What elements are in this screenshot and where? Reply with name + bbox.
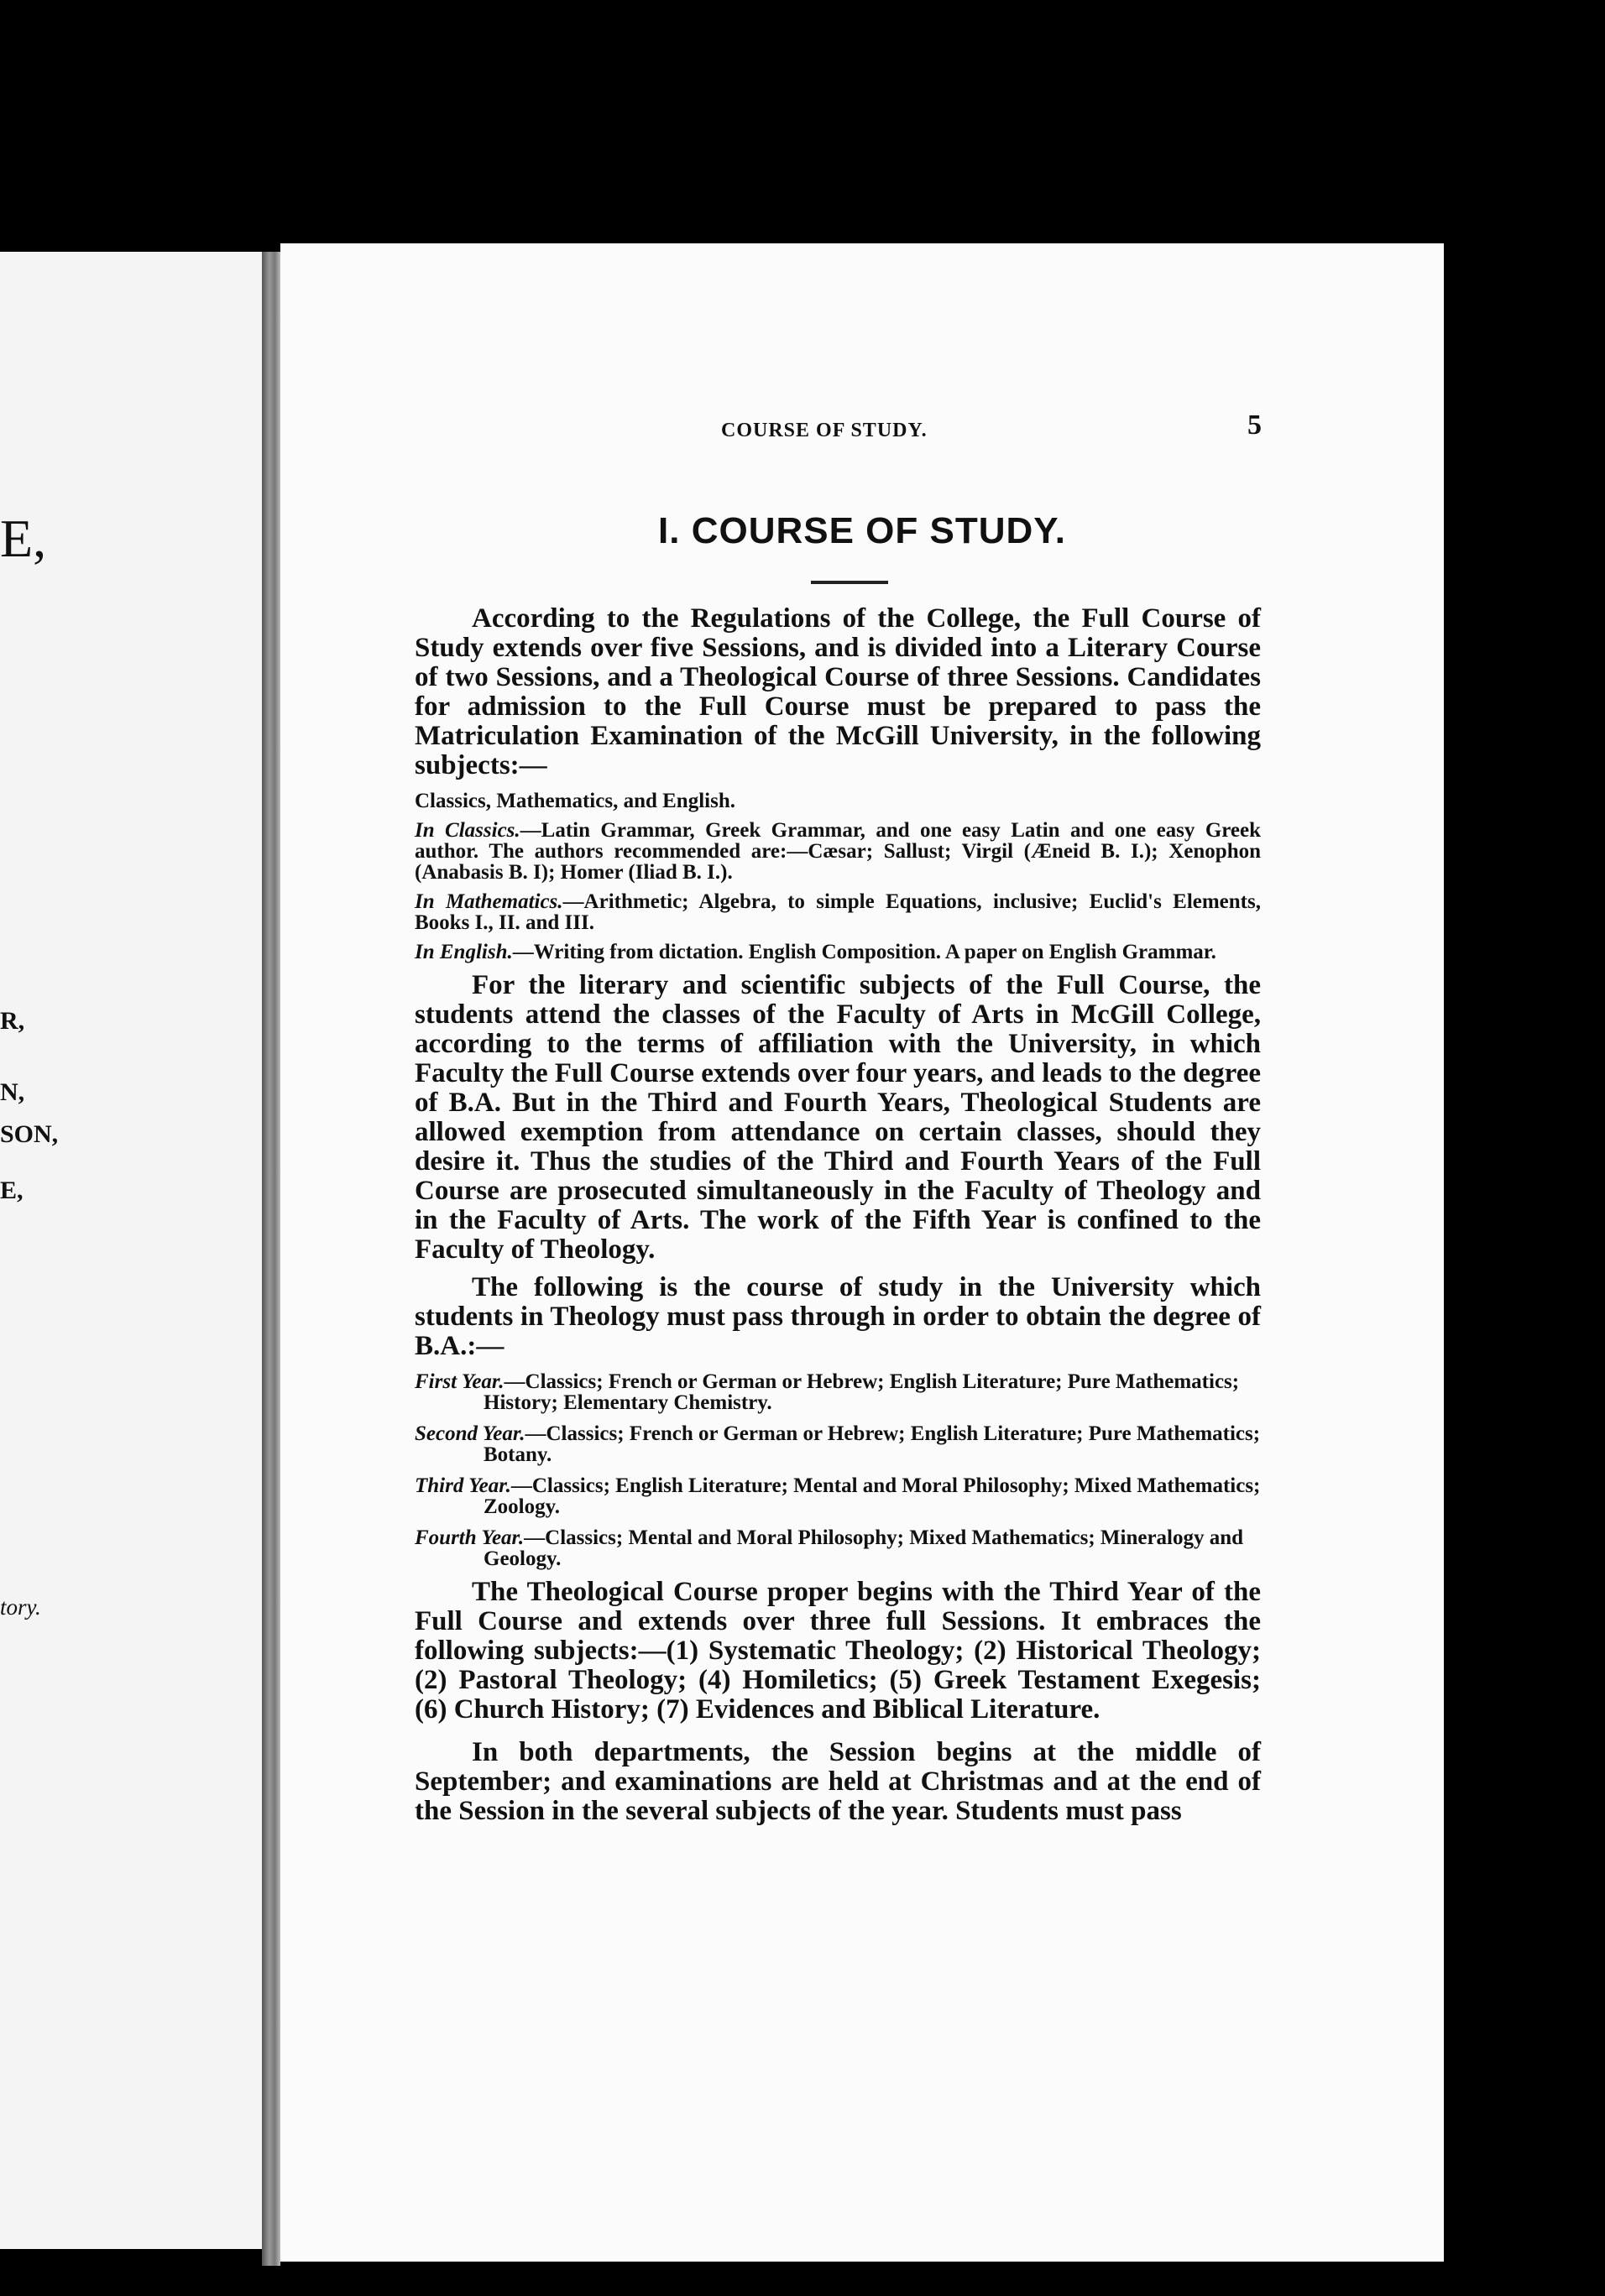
page-body [415, 604, 1261, 1826]
paragraph: According to the Regulations of the College, the Full Course of Study extends over five Sessions, and is divided into a Literary Course of two Sessions, and a Theological Course of three Sessions. Candidates for admission to the Full Course must be prepared to pass the Matriculation Examination of the McGill University, in the following subjects:— [415, 603, 1261, 780]
year-heading: Third Year. [415, 1474, 511, 1497]
subject-text: —Latin Grammar, Greek Grammar, and one easy Latin and one easy Greek author. The authors recommended are:—Cæsar; Sallust; Virgil (Æneid B. I.); Xenophon (Anabasis B. I); Homer (Iliad B. I.). [415, 819, 1262, 884]
year-text: —Classics; French or German or Hebrew; English Literature; Pure Mathematics; Botany. [484, 1422, 1261, 1466]
year-entry-fourth [415, 1527, 1261, 1569]
subject-list: Classics, Mathematics, and English. [415, 790, 735, 812]
year-text: —Classics; English Literature; Mental and Moral Philosophy; Mixed Mathematics; Zoology. [484, 1474, 1261, 1518]
subject-heading: In Classics. [415, 819, 520, 842]
previous-page-text: R, [0, 1007, 25, 1035]
paragraph: In both departments, the Session begins at the middle of September; and examinations are held at Christmas and at the end of the Session in the several subjects of the year. Students must pass [415, 1737, 1261, 1826]
subject-entry-classics [415, 820, 1261, 883]
title-rule [811, 581, 888, 584]
subject-text: —Writing from dictation. English Composition. A paper on English Grammar. [512, 941, 1216, 963]
book-spine [262, 252, 280, 2266]
year-heading: First Year. [415, 1370, 505, 1393]
year-heading: Second Year. [415, 1422, 525, 1445]
subject-text: —Arithmetic; Algebra, to simple Equations, inclusive; Euclid's Elements, Books I., II. and III. [415, 890, 1261, 934]
year-heading: Fourth Year. [415, 1526, 525, 1549]
paragraph: For the literary and scientific subjects of the Full Course, the students attend the classes of the Faculty of Arts in McGill College, according to the terms of affiliation with the University, in which Faculty the Full Course extends over four years, and leads to the degree of B.A. But in the Third and Fourth Years, Theological Students are allowed exemption from attendance on certain classes, should they desire it. Thus the studies of the Third and Fourth Years of the Full Course are prosecuted simultaneously in the Faculty of Theology and in the Faculty of Arts. The work of the Fifth Year is confined to the Faculty of Theology. [415, 970, 1261, 1265]
previous-page-text: E, [0, 1177, 24, 1204]
previous-page-text: tory. [0, 1594, 41, 1620]
year-entry-second [415, 1423, 1261, 1465]
document-page [280, 243, 1444, 2262]
running-head: COURSE OF STUDY. [721, 420, 928, 441]
previous-page-fragment [0, 252, 262, 2249]
previous-page-text: SON, [0, 1120, 59, 1148]
year-entry-third [415, 1475, 1261, 1517]
paragraph: The Theological Course proper begins with the Third Year of the Full Course and extends over three full Sessions. It embraces the following subjects:—(1) Systematic Theology; (2) Historical Theology; (2) Pastoral Theology; (4) Homiletics; (5) Greek Testament Exegesis; (6) Church History; (7) Evidences and Biblical Literature. [415, 1577, 1261, 1725]
year-text: —Classics; French or German or Hebrew; English Literature; Pure Mathematics; History; Elementary Chemistry. [484, 1370, 1240, 1414]
subject-heading: In Mathematics. [415, 890, 563, 913]
year-entry-first [415, 1371, 1261, 1413]
subject-entry-english [415, 942, 1261, 963]
previous-page-text: N, [0, 1078, 25, 1106]
page-number: 5 [1247, 410, 1262, 441]
year-text: —Classics; Mental and Moral Philosophy; Mixed Mathematics; Mineralogy and Geology. [484, 1526, 1244, 1570]
subject-heading: In English. [415, 941, 513, 963]
paragraph: The following is the course of study in the University which students in Theology must pass through in order to obtain the degree of B.A.:— [415, 1272, 1261, 1361]
previous-page-text: E, [0, 509, 47, 568]
chapter-title: I. COURSE OF STUDY. [658, 510, 1066, 551]
subject-entry-mathematics [415, 891, 1261, 933]
